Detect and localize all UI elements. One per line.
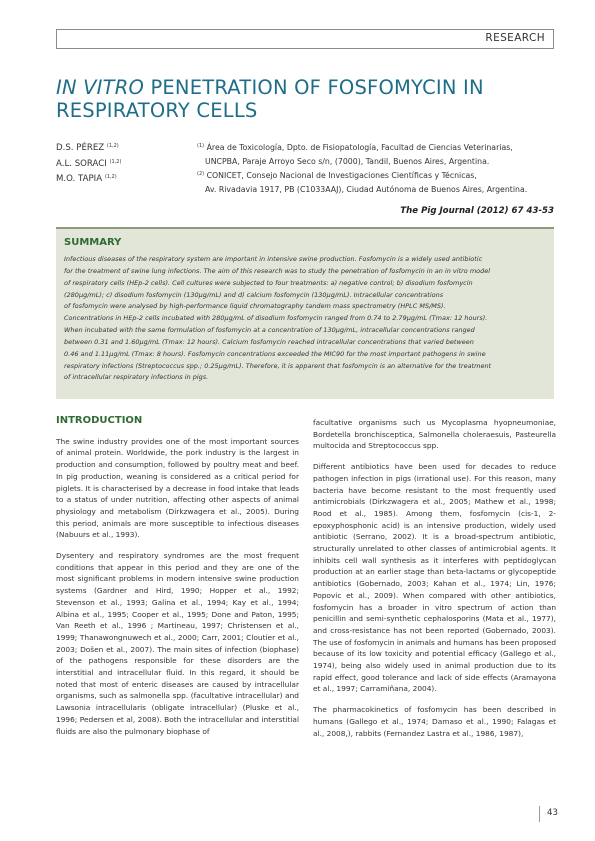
- summary-line: of intracellular respiratory infections in pigs.: [64, 373, 209, 382]
- summary-line: of fosfomycin were analysed by high-performance liquid chromatography tandem mass spectrometry (HPLC MS/MS).: [64, 302, 446, 311]
- affiliation-list: [197, 140, 557, 196]
- left-column: [56, 415, 299, 746]
- paragraph: Dysentery and respiratory syndromes are the most frequent conditions that appear in this period and they are one of the most significant problems in modern intensive swine production systems (Gardner and Hird, 1990; Hopper et al., 1992; Stevenson et al., 1993; Galina et al., 1994; Kay et al., 1994; Albina et al., 1995; Cooper et al., 1995; Done and Paton, 1995; Van Reeth et al., 1996 ; Martineau, 1997; Christensen et al., 1999; Thanawongnuwech et al., 2000; Carr, 2001; Cloutier et al., 2003; Došen et al., 2007). The main sites of infection (biophase) of the pathogens responsible for these disorders are the interstitial and intracellular fluid. In this regard, it should be noted that most of enteric diseases are caused by intracellular organisms, such as salmonella spp. (facultative intracellular) and Lawsonia intracellularis (obligate intracellular) (Pluske et al., 1996; Pedersen et al, 2008). Both the intracellular and interstitial fluids are also the pulmonary biophase of: [56, 551, 299, 736]
- section-header-box: [56, 29, 554, 49]
- author: D.S. PÉREZ $^{(1,2)}$: [56, 143, 119, 153]
- right-column: [313, 417, 556, 748]
- summary-line: for the treatment of swine lung infections. The aim of this research was to study the penetration of fosfomycin in an in vitro model: [64, 266, 491, 275]
- summary-line: respiratory infections (Streptococcus spp.; 0.25μg/mL). Therefore, it is apparent that fosfomycin is an alternative for the treatment: [64, 361, 492, 370]
- article-title: [56, 76, 546, 122]
- title-italic-part: IN VITRO: [56, 76, 145, 99]
- summary-line: between 0.31 and 1.60μg/mL (Tmax: 12 hours). Calcium fosfomycin reached intracellular concentrations that varied between: [64, 337, 474, 346]
- affiliation-2-cont: Av. Rivadavia 1917, PB (C1033AAJ), Ciudad Autónoma de Buenos Aires, Argentina.: [205, 184, 528, 194]
- page-number: 43: [547, 808, 558, 818]
- affiliation-1-cont: UNCPBA, Paraje Arroyo Seco s/n, (7000), Tandil, Buenos Aires, Argentina.: [205, 156, 490, 166]
- author-list: [56, 140, 121, 187]
- paragraph: The swine industry provides one of the most important sources of animal protein. Worldwide, the pork industry is the largest in production and consumption, followed by poultry meat and beef. In pig production, weaning is considered as a critical period for piglets. It is characterised by a decrease in food intake that leads to a status of under nutrition, affecting other aspects of animal physiology and metabolism (Dirkzwagera et al., 2005). During this period, animals are more susceptible to infectious diseases (Nabuurs et al., 1993).: [56, 436, 299, 540]
- title-rest-line1: PENETRATION OF FOSFOMYCIN IN: [144, 76, 484, 99]
- paragraph: The pharmacokinetics of fosfomycin has been described in humans (Gallego et al., 1974; Damaso et al., 1990; Falagas et al., 2008,), rabbits (Fernandez Lastra et al., 1986, 1987),: [313, 705, 556, 738]
- summary-line: Concentrations in HEp-2 cells incubated with 280μg/mL of disodium fosfomycin ranged from 0.74 to 2.79μg/mL (Tmax: 12 hours).: [64, 314, 488, 323]
- section-label: RESEARCH: [485, 32, 545, 44]
- affiliation-1: $^{(1)}$ Área de Toxicología, Dpto. de Fisiopatología, Facultad de Ciencias Veterinarias,: [197, 143, 513, 152]
- summary-heading: SUMMARY: [64, 237, 122, 248]
- affiliation-2: $^{(2)}$ CONICET, Consejo Nacional de Investigaciones Científicas y Técnicas,: [197, 171, 477, 180]
- page-number-rule: [539, 806, 540, 822]
- title-line2: RESPIRATORY CELLS: [56, 99, 258, 122]
- author: A.L. SORACI $^{(1,2)}$: [56, 158, 122, 169]
- summary-line: When incubated with the same formulation of fosfomycin at a concentration of 130μg/mL, intracellular concentrations ranged: [64, 326, 475, 335]
- summary-line: 0.46 and 1.11μg/mL (Tmax: 8 hours). Fosfomycin concentrations exceeded the MIC90 for the most important pathogens in swine: [64, 349, 486, 358]
- introduction-heading: INTRODUCTION: [56, 415, 143, 426]
- summary-box: [56, 227, 554, 399]
- paragraph: Different antibiotics have been used for decades to reduce pathogen infection in pigs (irrational use). For this reason, many bacteria have become resistant to the most frequently used antimicrobials (Dirkzwagera et al., 2005; Mathew et al., 1998; Rood et al., 1985). Among them, fosfomycin (cis-1, 2-epoxyphosphonic acid) is an intensive production, widely used antibiotic (Serrano, 2002). It is a broad-spectrum antibiotic, structurally unrelated to other classes of antimicrobial agents. It inhibits cell wall synthesis as it interferes with peptidoglycan production at an earlier stage than beta-lactams or glycopeptide antibiotics (Gobernado, 2003; Kahan et al., 1974; Lin, 1976; Popovic et al., 2009). When compared with other antibiotics, fosfomycin has a broader in vitro spectrum of action than penicillin and semi-synthetic cephalosporins (Mata et al., 1977), and cross-resistance has not been reported (Gobernado, 2003). The use of fosfomycin in animals and humans has been proposed because of its low toxicity and potential efficacy (Gallego et al., 1974), being also widely used in animal production due to its rapid effect, good tolerance and lack of side effects (Aramayona et al., 1997; Carramiñana, 2004).: [313, 462, 557, 694]
- summary-line: Infectious diseases of the respiratory system are important in intensive swine production. Fosfomycin is a widely used antibiotic: [64, 255, 483, 263]
- author: M.O. TAPIA $^{(1,2)}$: [56, 174, 117, 184]
- journal-reference: The Pig Journal (2012) 67 43-53: [400, 206, 554, 216]
- summary-line: of respiratory cells (HEp-2 cells). Cell cultures were subjected to four treatments: a) negative control; b) disodium fosfomycin: [64, 278, 473, 287]
- paragraph: facultative organisms such us Mycoplasma hyopneumoniae, Bordetella bronchisceptica, Salmonella choleraesuis, Pasteurella multocida and Streptococcus spp.: [313, 418, 556, 451]
- summary-text: [64, 254, 546, 384]
- summary-line: (280μg/mL); c) disodium fosfomycin (130μg/mL) and d) calcium fosfomycin (130μg/mL). Intracellular concentrations: [64, 290, 444, 299]
